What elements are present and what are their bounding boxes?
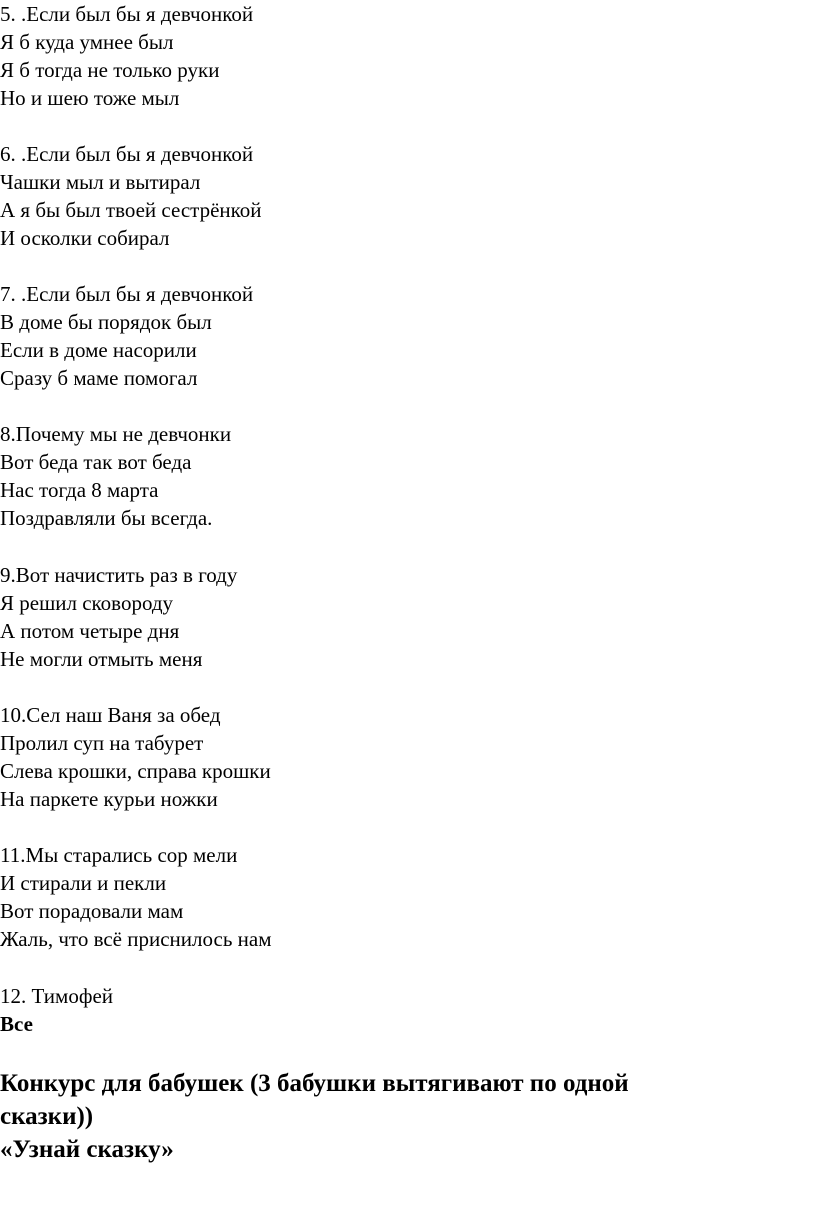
verse-line: И осколки собирал	[0, 226, 170, 250]
verse-line: Слева крошки, справа крошки	[0, 759, 271, 783]
verse-line: 5. .Если был бы я девчонкой	[0, 2, 254, 26]
heading-line: Конкурс для бабушек (3 бабушки вытягивают по одной	[0, 1070, 629, 1097]
verse-line: Чашки мыл и вытирал	[0, 170, 201, 194]
verse-line: 8.Почему мы не девчонки	[0, 422, 232, 446]
stanza-12	[0, 982, 113, 1038]
verse-line: Поздравляли бы всегда.	[0, 506, 213, 530]
verse-line: Если в доме насорили	[0, 338, 197, 362]
verse-line: 7. .Если был бы я девчонкой	[0, 282, 254, 306]
verse-line: А я бы был твоей сестрёнкой	[0, 198, 262, 222]
stanza-7	[0, 280, 253, 392]
stanza-9	[0, 561, 237, 673]
contest-heading	[0, 1067, 810, 1166]
verse-line: Не могли отмыть меня	[0, 647, 203, 671]
stanza-10	[0, 701, 271, 813]
verse-line: Но и шею тоже мыл	[0, 86, 180, 110]
verse-line: 6. .Если был бы я девчонкой	[0, 142, 254, 166]
verse-line: Сразу б маме помогал	[0, 366, 198, 390]
verse-line: 9.Вот начистить раз в году	[0, 563, 238, 587]
stanza-6	[0, 140, 262, 252]
verse-line: Я б тогда не только руки	[0, 58, 220, 82]
verse-line: Вот беда так вот беда	[0, 450, 192, 474]
stanza-8	[0, 420, 231, 532]
verse-line: В доме бы порядок был	[0, 310, 212, 334]
verse-line: Вот порадовали мам	[0, 899, 184, 923]
stanza-5	[0, 0, 253, 112]
all-together-label: Все	[0, 1012, 33, 1036]
heading-line: «Узнай сказку»	[0, 1136, 174, 1163]
verse-line: На паркете курьи ножки	[0, 787, 218, 811]
stanza-11	[0, 841, 272, 953]
verse-line: Нас тогда 8 марта	[0, 478, 159, 502]
heading-line: сказки))	[0, 1103, 94, 1130]
verse-line: Пролил суп на табурет	[0, 731, 204, 755]
verse-line: Я решил сковороду	[0, 591, 174, 615]
verse-line: Жаль, что всё приснилось нам	[0, 927, 272, 951]
verse-line: 12. Тимофей	[0, 984, 113, 1008]
verse-line: 11.Мы старались сор мели	[0, 843, 238, 867]
verse-line: Я б куда умнее был	[0, 30, 174, 54]
verse-line: И стирали и пекли	[0, 871, 167, 895]
verse-line: 10.Сел наш Ваня за обед	[0, 703, 221, 727]
verse-line: А потом четыре дня	[0, 619, 180, 643]
